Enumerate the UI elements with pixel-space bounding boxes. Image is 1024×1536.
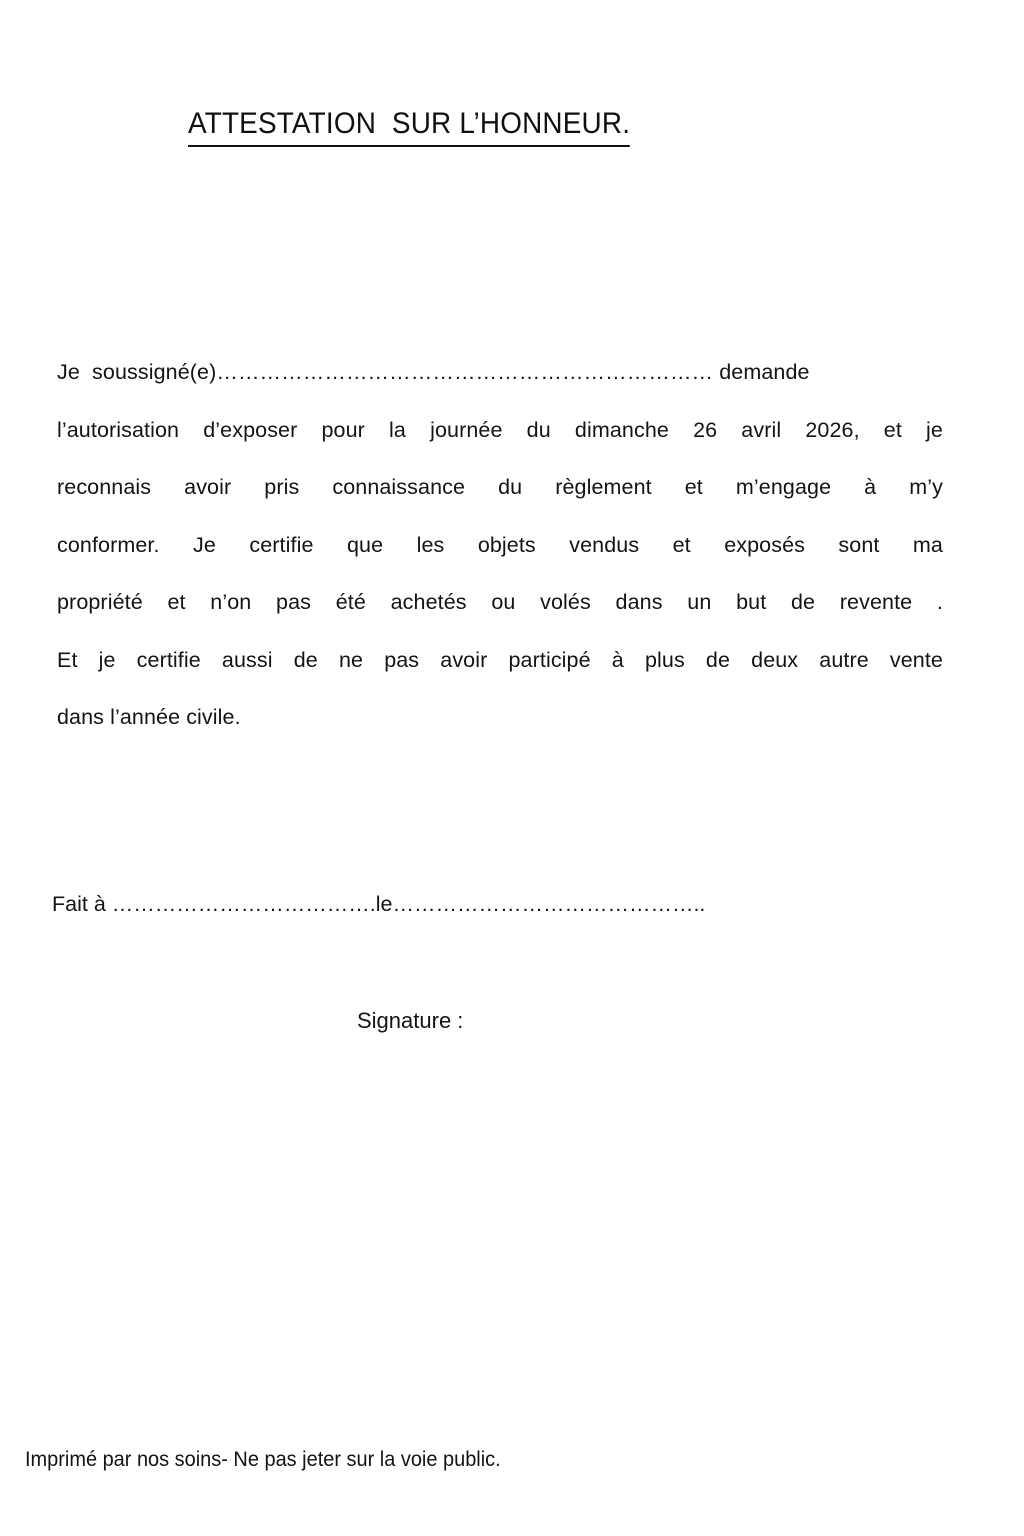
body-line-6: Et je certifie aussi de ne pas avoir participé à plus de deux autre vente (57, 647, 943, 672)
body-line-5: propriété et n’on pas été achetés ou volés dans un but de revente . (57, 590, 943, 614)
attestation-body (57, 344, 943, 747)
body-line-3: reconnais avoir pris connaissance du règlement et m’engage à m’y (57, 475, 943, 499)
body-line-1: Je soussigné(e)…………………………………………………………… demande (57, 360, 810, 384)
footer-note: Imprimé par nos soins- Ne pas jeter sur la voie public. (25, 1448, 501, 1471)
body-line-4: conformer. Je certifie que les objets vendus et exposés sont ma (57, 532, 943, 557)
body-line-7: dans l’année civile. (57, 705, 241, 729)
page-title: ATTESTATION SUR L’HONNEUR. (188, 104, 630, 147)
place-and-date-field[interactable]: Fait à ……………………………….le…………………………………….. (52, 892, 706, 916)
signature-field-label[interactable]: Signature : (357, 1008, 464, 1033)
body-line-2: l’autorisation d’exposer pour la journée du dimanche 26 avril 2026, et je (57, 417, 943, 442)
